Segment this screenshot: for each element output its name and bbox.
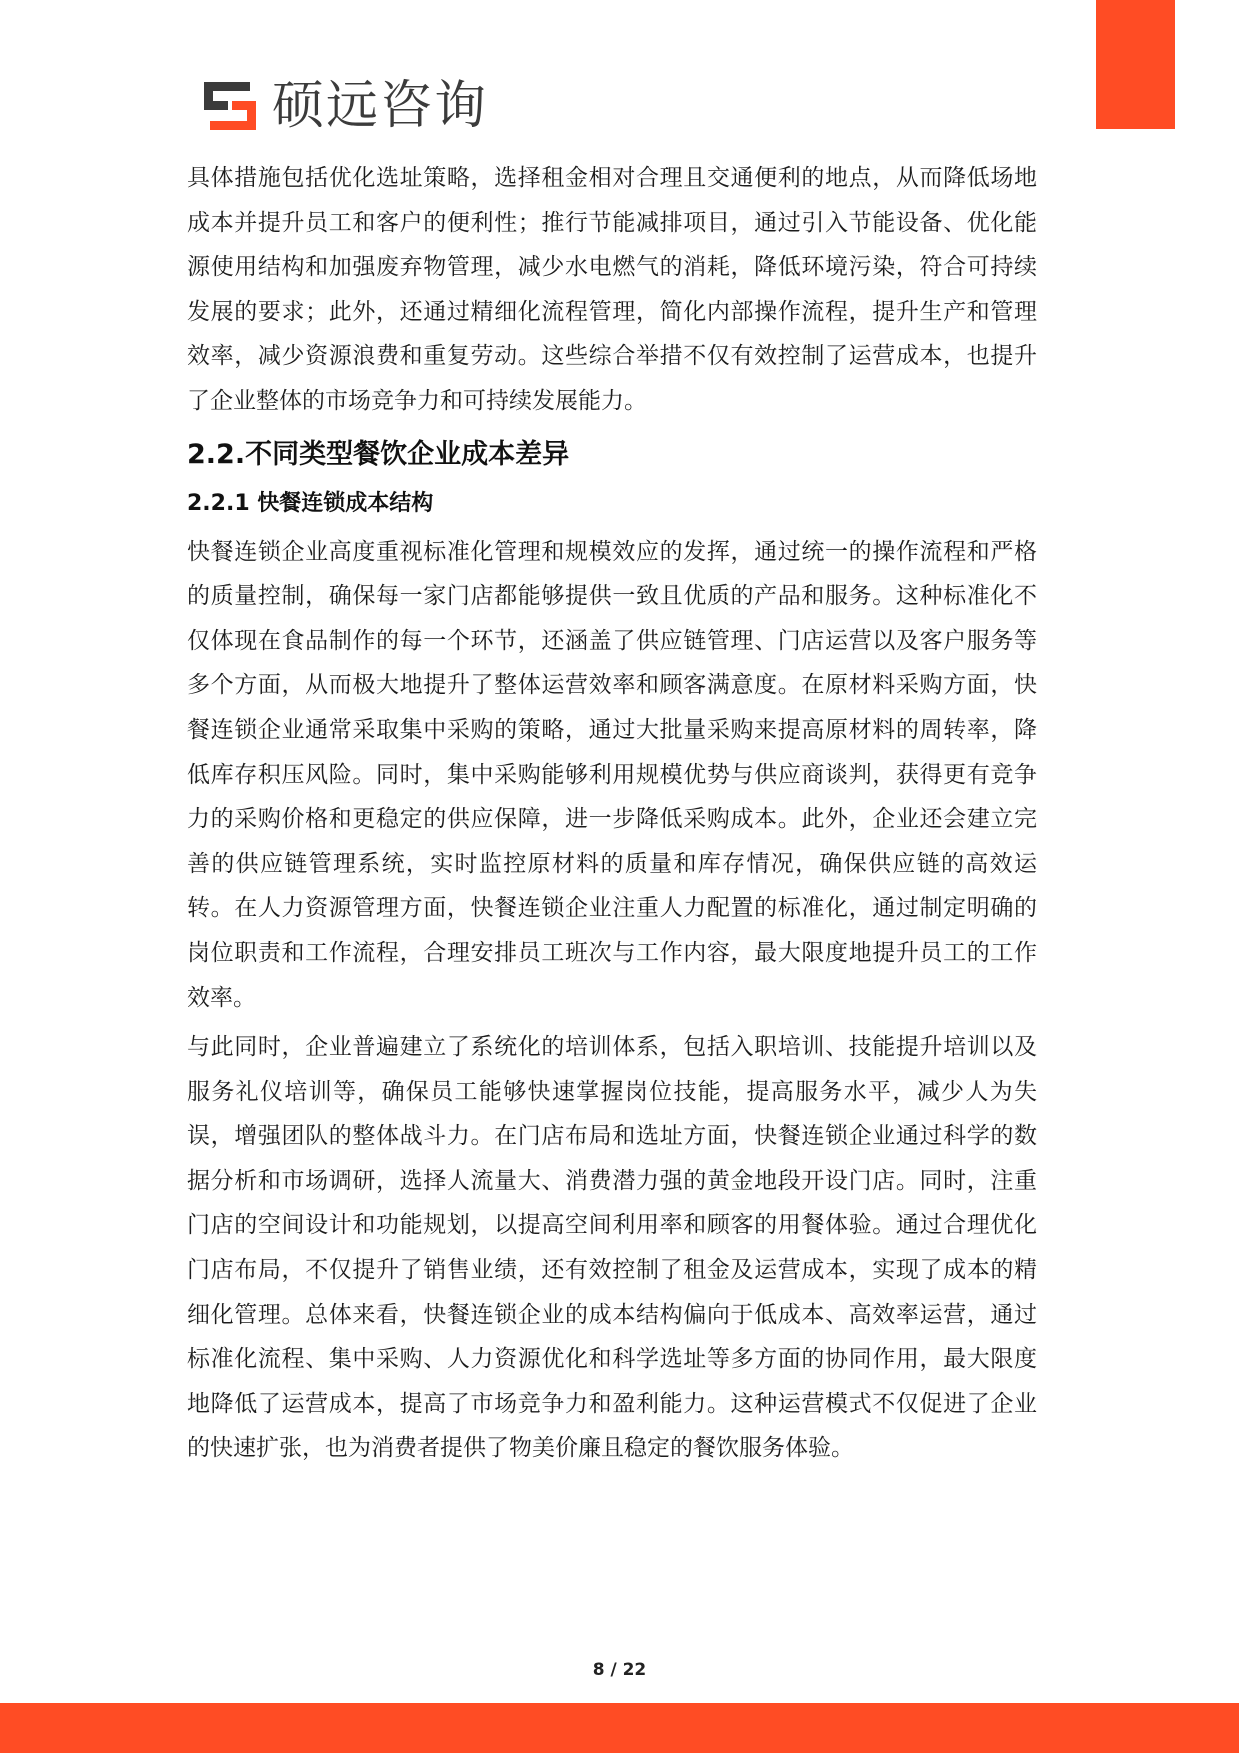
paragraph-fast-food-2: 与此同时，企业普遍建立了系统化的培训体系，包括入职培训、技能提升培训以及服务礼仪培训等，确保员工能够快速掌握岗位技能，提高服务水平，减少人为失误，增强团队的整体战斗力。在门店布局和选址方面，快餐连锁企业通过科学的数据分析和市场调研，选择人流量大、消费潜力强的黄金地段开设门店。同时，注重门店的空间设计和功能规划，以提高空间利用率和顾客的用餐体验。通过合理优化门店布局，不仅提升了销售业绩，还有效控制了租金及运营成本，实现了成本的精细化管理。总体来看，快餐连锁企业的成本结构偏向于低成本、高效率运营，通过标准化流程、集中采购、人力资源优化和科学选址等多方面的协同作用，最大限度地降低了运营成本，提高了市场竞争力和盈利能力。这种运营模式不仅促进了企业的快速扩张，也为消费者提供了物美价廉且稳定的餐饮服务体验。: [187, 1034, 1037, 1462]
page-number: 8 / 22: [592, 1660, 647, 1680]
brand-mark-icon: [202, 79, 258, 133]
footer-accent-band: [0, 1703, 1239, 1753]
paragraph-fast-food-1: 快餐连锁企业高度重视标准化管理和规模效应的发挥，通过统一的操作流程和严格的质量控制，确保每一家门店都能够提供一致且优质的产品和服务。这种标准化不仅体现在食品制作的每一个环节，还涵盖了供应链管理、门店运营以及客户服务等多个方面，从而极大地提升了整体运营效率和顾客满意度。在原材料采购方面，快餐连锁企业通常采取集中采购的策略，通过大批量采购来提高原材料的周转率，降低库存积压风险。同时，集中采购能够利用规模优势与供应商谈判，获得更有竞争力的采购价格和更稳定的供应保障，进一步降低采购成本。此外，企业还会建立完善的供应链管理系统，实时监控原材料的质量和库存情况，确保供应链的高效运转。在人力资源管理方面，快餐连锁企业注重人力配置的标准化，通过制定明确的岗位职责和工作流程，合理安排员工班次与工作内容，最大限度地提升员工的工作效率。: [187, 538, 1037, 1011]
paragraph-intro: 具体措施包括优化选址策略，选择租金相对合理且交通便利的地点，从而降低场地成本并提升员工和客户的便利性；推行节能减排项目，通过引入节能设备、优化能源使用结构和加强废弃物管理，减少水电燃气的消耗，降低环境污染，符合可持续发展的要求；此外，还通过精细化流程管理，简化内部操作流程，提升生产和管理效率，减少资源浪费和重复劳动。这些综合举措不仅有效控制了运营成本，也提升了企业整体的市场竞争力和可持续发展能力。: [187, 165, 1037, 414]
brand-logo: [202, 76, 488, 136]
section-title: 2.2.不同类型餐饮企业成本差异: [187, 438, 570, 470]
brand-name: 硕远咨询: [272, 76, 489, 136]
document-body: [187, 156, 1037, 1471]
corner-accent-tab: [1096, 0, 1175, 129]
subsection-title: 2.2.1 快餐连锁成本结构: [187, 490, 434, 516]
